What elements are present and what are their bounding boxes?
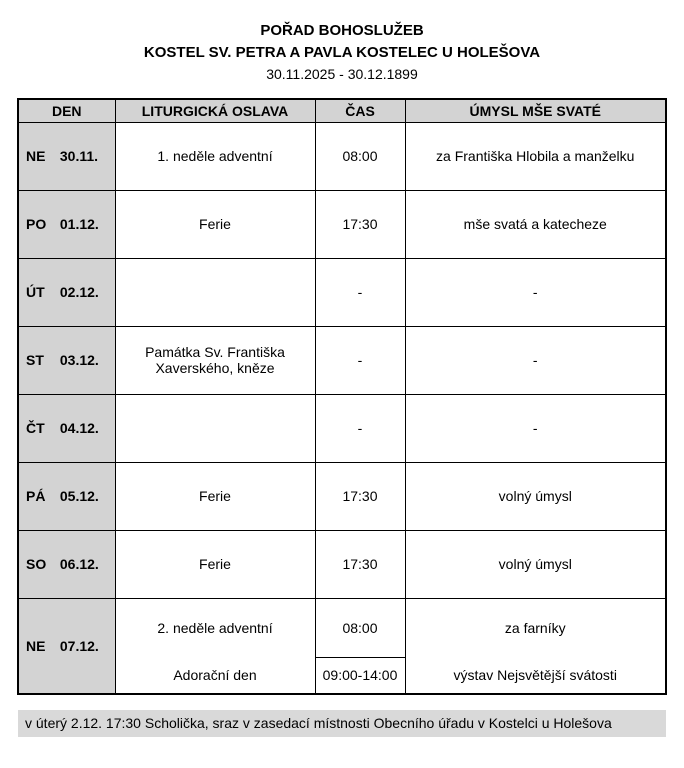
time-cell: 17:30 (315, 462, 405, 530)
day-date: 01.12. (59, 216, 99, 232)
column-header-cas: ČAS (315, 99, 405, 123)
column-header-liturgicka-oslava: LITURGICKÁ OSLAVA (115, 99, 315, 123)
church-subtitle: KOSTEL SV. PETRA A PAVLA KOSTELEC U HOLEŠOVA (143, 43, 541, 61)
schedule-row (18, 326, 666, 394)
schedule-row (18, 190, 666, 258)
day-cell (18, 462, 115, 530)
time-cell (315, 598, 405, 694)
celebration-cell (115, 258, 315, 326)
footer-note: v úterý 2.12. 17:30 Scholička, sraz v zasedací místnosti Obecního úřadu v Kostelci u Holešova (18, 710, 666, 738)
column-header-umysl: ÚMYSL MŠE SVATÉ (405, 99, 666, 123)
time-cell: - (315, 326, 405, 394)
date-range: 30.11.2025 - 30.12.1899 (266, 65, 418, 82)
celebration-cell: 1. neděle adventní (115, 122, 315, 190)
schedule-row (18, 598, 666, 694)
time-cell: - (315, 258, 405, 326)
celebration-subline: Adorační den (173, 666, 257, 683)
celebration-subline: 2. neděle adventní (157, 619, 273, 636)
day-date: 05.12. (59, 488, 99, 504)
schedule-row (18, 530, 666, 598)
celebration-cell: Ferie (115, 190, 315, 258)
page-header (0, 20, 684, 85)
time-cell: 17:30 (315, 190, 405, 258)
intention-cell: za Františka Hlobila a manželku (405, 122, 666, 190)
day-date: 04.12. (59, 420, 99, 436)
page-title: POŘAD BOHOSLUŽEB (260, 22, 424, 39)
celebration-cell (115, 394, 315, 462)
time-cell: 08:00 (315, 122, 405, 190)
schedule-body (18, 122, 666, 694)
celebration-cell: Ferie (115, 462, 315, 530)
intention-cell: - (405, 258, 666, 326)
schedule-row (18, 394, 666, 462)
schedule-row (18, 122, 666, 190)
day-abbreviation: PÁ (26, 488, 46, 504)
schedule-row (18, 462, 666, 530)
intention-cell: - (405, 326, 666, 394)
day-cell (18, 258, 115, 326)
column-header-den: DEN (18, 99, 115, 123)
day-cell (18, 530, 115, 598)
day-abbreviation: ÚT (26, 284, 45, 300)
time-subline: 08:00 (342, 619, 378, 636)
intention-subline: za farníky (504, 619, 566, 636)
intention-cell (405, 598, 666, 694)
day-date: 06.12. (59, 556, 99, 572)
schedule-row (18, 258, 666, 326)
day-cell (18, 598, 115, 694)
day-abbreviation: ČT (26, 420, 45, 436)
day-abbreviation: NE (26, 637, 46, 654)
celebration-cell: Památka Sv. Františka Xaverského, kněze (115, 326, 315, 394)
day-date: 02.12. (59, 284, 99, 300)
intention-subline: výstav Nejsvětější svátosti (453, 666, 617, 683)
day-abbreviation: PO (26, 216, 47, 232)
intention-cell: mše svatá a katecheze (405, 190, 666, 258)
day-date: 30.11. (59, 148, 99, 164)
celebration-cell (115, 598, 315, 694)
day-abbreviation: SO (26, 556, 47, 572)
time-subline: 09:00-14:00 (316, 657, 405, 693)
day-abbreviation: NE (26, 148, 46, 164)
intention-cell: volný úmysl (405, 462, 666, 530)
day-cell (18, 326, 115, 394)
day-abbreviation: ST (26, 352, 44, 368)
intention-cell: - (405, 394, 666, 462)
day-cell (18, 190, 115, 258)
time-cell: 17:30 (315, 530, 405, 598)
day-date: 07.12. (59, 637, 99, 654)
celebration-cell: Ferie (115, 530, 315, 598)
intention-cell: volný úmysl (405, 530, 666, 598)
day-cell (18, 122, 115, 190)
mass-schedule-table (17, 98, 667, 695)
schedule-header-row (18, 99, 666, 123)
time-cell: - (315, 394, 405, 462)
day-date: 03.12. (59, 352, 99, 368)
day-cell (18, 394, 115, 462)
